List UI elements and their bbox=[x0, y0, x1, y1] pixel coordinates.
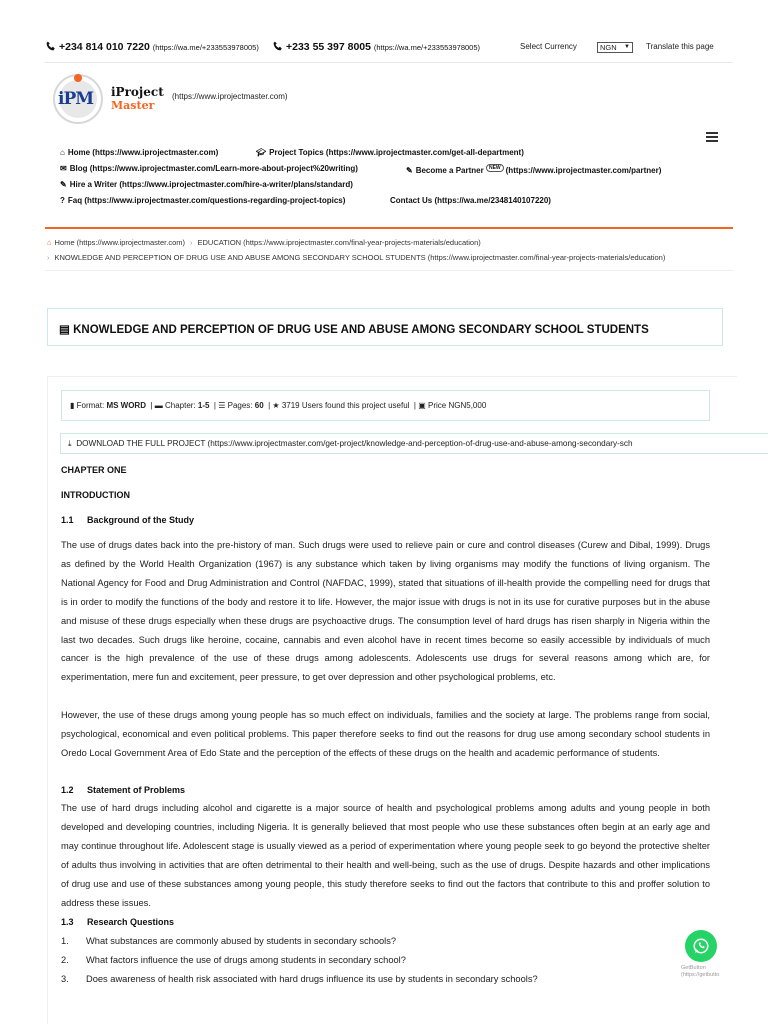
caret-down-icon: ▼ bbox=[624, 44, 630, 50]
breadcrumb-category[interactable]: EDUCATION (https://www.iprojectmaster.com/final-year-projects-materials/education) bbox=[197, 238, 481, 247]
brand-url[interactable]: (https://www.iprojectmaster.com) bbox=[172, 92, 288, 101]
whatsapp-icon bbox=[692, 937, 710, 955]
list-item: 1. What substances are commonly abused by students in secondary schools? bbox=[61, 936, 397, 946]
home-icon: ⌂ bbox=[60, 148, 65, 157]
divider bbox=[45, 62, 733, 63]
star-icon: ★ bbox=[272, 401, 280, 410]
edit-icon: ✎ bbox=[60, 180, 67, 189]
top-bar bbox=[0, 0, 768, 62]
project-meta: ▮ Format: MS WORD | ▬ Chapter: 1-5 | ☰ Pages: 60 | ★ 3719 Users found this project useful | ▣ Price NGN5,000 bbox=[61, 390, 710, 421]
nav-faq[interactable]: ? Faq (https://www.iprojectmaster.com/questions-regarding-project-topics) bbox=[60, 196, 346, 205]
chevron-right-icon: › bbox=[47, 253, 50, 262]
money-icon: ▣ bbox=[418, 401, 426, 410]
new-badge: NEW bbox=[486, 164, 504, 172]
brand-name-sub: Master bbox=[111, 99, 155, 112]
paragraph: The use of hard drugs including alcohol and cigarette is a major source of health and psychological problems among adults and young people in both developed and developing countries, including Nigeria. It is generally believed that most people who use these substances often begin at an early age and may continue throughout life. Adolescent stage is usually viewed as a period of experimentation where young people seek to go beyond the protective shelter of adults thus involving in activities that are often detrimental to their health and well-being, such as the use of drugs. Despite hazards and other implications of drug use and use of these substances among young people, this study therefore seeks to find out the factors that contribute to this and proffer solution to address these issues. bbox=[61, 803, 710, 908]
currency-label: Select Currency bbox=[520, 42, 577, 51]
phone-link-1[interactable]: +234 814 010 7220 (https://wa.me/+233553978005) bbox=[46, 41, 259, 53]
book-icon: ▤ bbox=[59, 324, 70, 336]
chevron-right-icon: › bbox=[189, 238, 193, 247]
section-heading: 1.1 Background of the Study bbox=[61, 515, 195, 525]
list-icon: ☰ bbox=[218, 401, 226, 410]
comments-icon: ✉ bbox=[60, 164, 67, 173]
nav-become-partner[interactable]: ✎ Become a Partner NEW (https://www.iprojectmaster.com/partner) bbox=[406, 165, 662, 175]
accent-divider bbox=[45, 227, 733, 229]
phone-icon bbox=[46, 41, 56, 51]
section-heading: 1.3 Research Questions bbox=[61, 917, 175, 927]
nav-blog[interactable]: ✉ Blog (https://www.iprojectmaster.com/Learn-more-about-project%20writing) bbox=[60, 164, 358, 173]
getbutton-label[interactable]: GetButton (https://getbutto bbox=[681, 965, 720, 978]
folder-icon: ▬ bbox=[154, 401, 163, 410]
divider bbox=[45, 270, 733, 271]
question-icon: ? bbox=[60, 196, 65, 205]
phone-icon bbox=[273, 41, 283, 51]
breadcrumb bbox=[47, 238, 481, 247]
intro-heading: INTRODUCTION bbox=[61, 490, 130, 500]
phone-link-2[interactable]: +233 55 397 8005 (https://wa.me/+233553978005) bbox=[273, 41, 480, 53]
page-title: ▤ KNOWLEDGE AND PERCEPTION OF DRUG USE AND ABUSE AMONG SECONDARY SCHOOL STUDENTS bbox=[59, 324, 649, 336]
paragraph: The use of drugs dates back into the pre-history of man. Such drugs were used to relieve pain or cure and control diseases (Curew and Dibal, 1999). Drugs as defined by the World Health Organization (1967) is any substance which taken by living organisms may modify the functions of living organism. The National Agency for Food and Drug Administration and Control (NAFDAC, 1999), stated that situations of ill-health provide the compelling need for drugs that is in order to modify the functions of the body and restore it to life. However, the major issue with drugs is not in its use for curative purposes but in the abuse and misuse of these drugs especially when these drugs are psychoactive drugs. The consumption level of hard drugs has risen sharply in Nigeria within the last two decades. Such drugs like heroine, cocaine, cannabis and even alcohol have in recent times become so easily accessible by individuals of much cancer is the high prevalence of the use of these drugs among adolescents. Adolescents use drugs for several reasons among which are, for experimentation, mere fun and excitement, peer pressure, to get over depression and other psychological problems, etc. bbox=[61, 540, 710, 683]
menu-icon[interactable] bbox=[706, 132, 718, 142]
breadcrumb-home[interactable]: Home (https://www.iprojectmaster.com) bbox=[54, 238, 185, 247]
download-icon: ⤓ bbox=[68, 439, 72, 448]
currency-value: NGN bbox=[600, 43, 617, 52]
brand-name: iProject bbox=[111, 85, 164, 99]
list-item: 2. What factors influence the use of drugs among students in secondary school? bbox=[61, 955, 406, 965]
nav-contact[interactable]: Contact Us (https://wa.me/2348140107220) bbox=[390, 196, 551, 205]
nav-hire-writer[interactable]: ✎ Hire a Writer (https://www.iprojectmaster.com/hire-a-writer/plans/standard) bbox=[60, 180, 353, 189]
breadcrumb-row-2 bbox=[47, 253, 665, 262]
section-heading: 1.2 Statement of Problems bbox=[61, 785, 186, 795]
paragraph: However, the use of these drugs among young people has so much effect on individuals, families and the society at large. The problems range from social, psychological, economical and even political problems. This paper therefore seeks to find out the reasons for drug use among secondary school students in Oredo Local Government Area of Edo State and the perception of the effects of these drugs on the health and academic performance of students. bbox=[61, 710, 710, 758]
nav-home[interactable]: ⌂ Home (https://www.iprojectmaster.com) bbox=[60, 148, 219, 157]
currency-select[interactable] bbox=[597, 42, 633, 53]
list-item: 3. Does awareness of health risk associated with hard drugs influence its use by students in secondary schools? bbox=[61, 974, 538, 984]
logo-text: iPM bbox=[58, 89, 94, 109]
breadcrumb-current[interactable]: KNOWLEDGE AND PERCEPTION OF DRUG USE AND ABUSE AMONG SECONDARY SCHOOL STUDENTS (https://www.iprojectmaster.com/final-year-projects-materials/education) bbox=[54, 253, 666, 262]
title-box bbox=[47, 308, 723, 346]
graduation-cap-icon: 🎓︎ bbox=[256, 148, 267, 157]
whatsapp-button[interactable] bbox=[685, 930, 717, 962]
file-icon: ▮ bbox=[70, 401, 75, 410]
chapter-heading: CHAPTER ONE bbox=[61, 465, 127, 475]
nav-project-topics[interactable]: 🎓︎ Project Topics (https://www.iprojectmaster.com/get-all-department) bbox=[256, 148, 524, 157]
download-button[interactable]: ⤓ DOWNLOAD THE FULL PROJECT (https://www.iprojectmaster.com/get-project/knowledge-and-perception-of-drug-use-and-abuse-among-secondary-sch bbox=[60, 433, 768, 454]
translate-link[interactable]: Translate this page bbox=[646, 42, 714, 51]
home-icon: ⌂ bbox=[47, 238, 52, 247]
edit-icon: ✎ bbox=[406, 166, 413, 175]
site-logo[interactable] bbox=[53, 74, 103, 124]
